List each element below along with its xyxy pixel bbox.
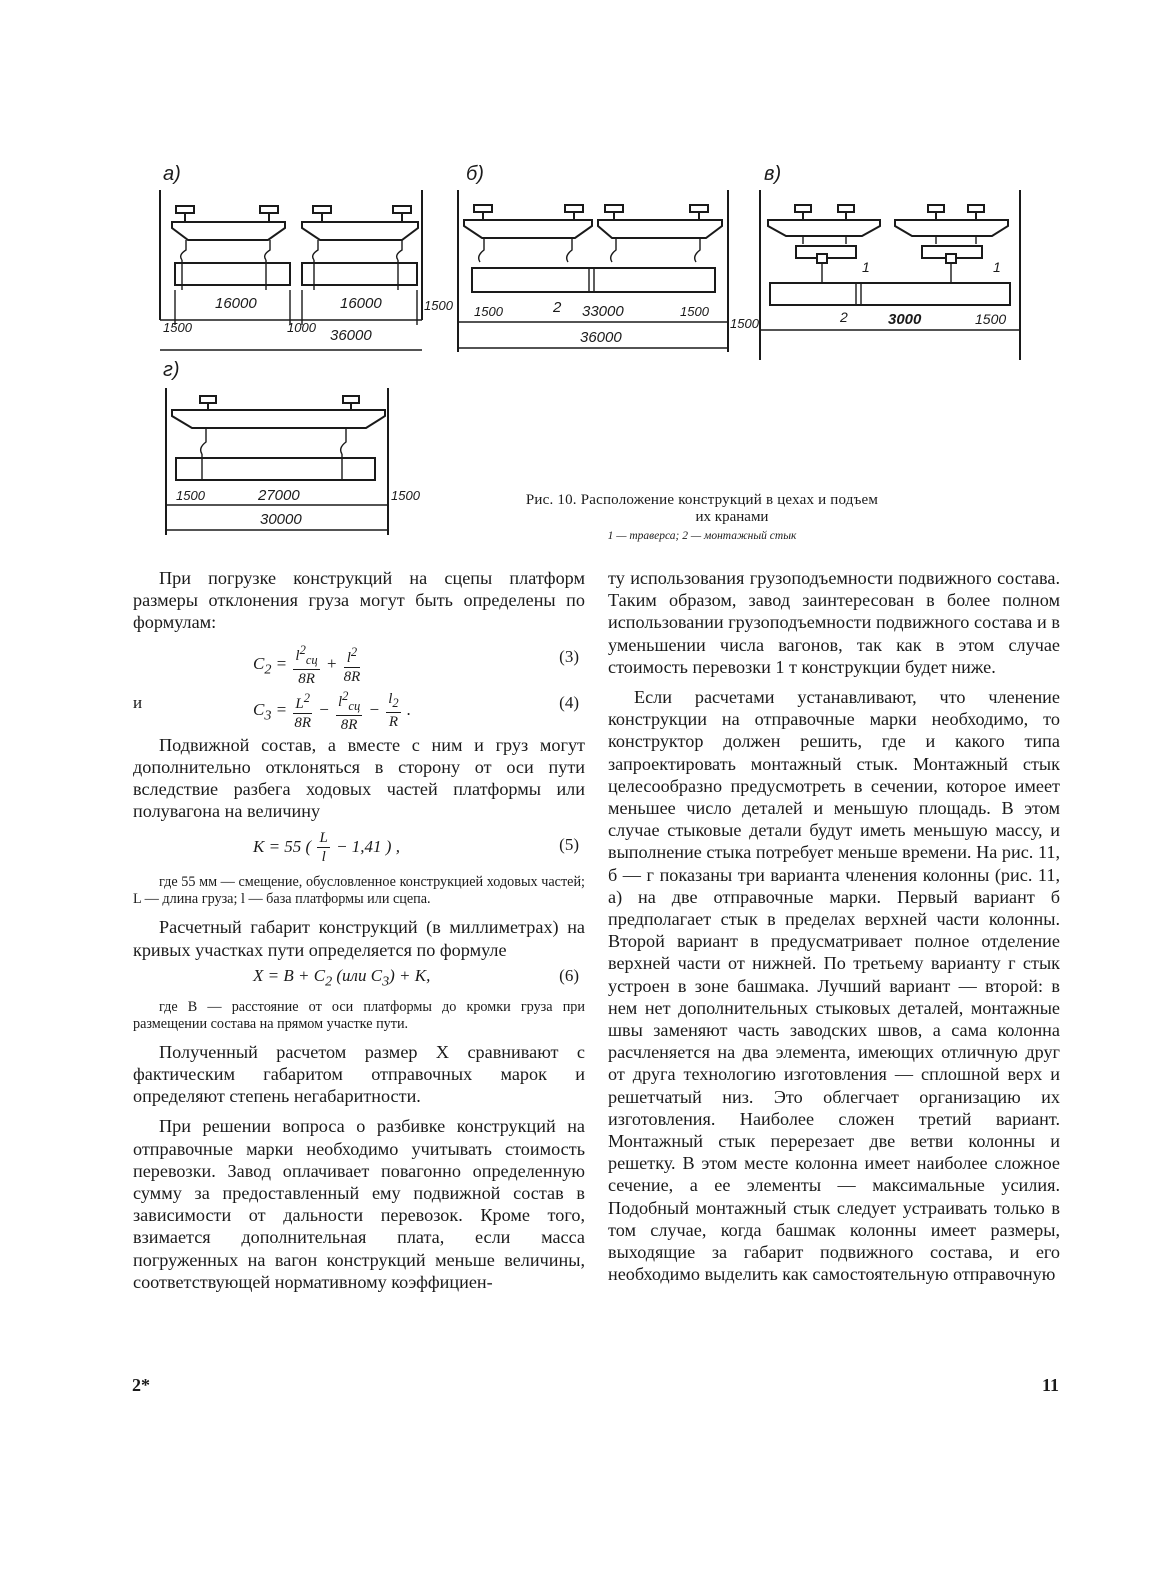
dim-g-2: 27000: [258, 487, 300, 504]
paragraph: Полученный расчетом размер X сравнивают с фактическим габаритом отправочных марок и определяют степень негабаритности.: [133, 1041, 585, 1107]
formula: $X = B + C_2$ (или $C_3) + K$,: [253, 965, 431, 990]
conjunction: и: [133, 692, 143, 712]
panel-b: [458, 163, 760, 352]
dim-a-1: 16000: [215, 295, 257, 312]
dim-g-4: 30000: [260, 511, 302, 528]
dim-a-3: 1500: [163, 320, 192, 335]
note: где B — расстояние от оси платформы до кромки груза при размещении состава на прямом участке пути.: [133, 998, 585, 1032]
dim-v-4: 3000: [888, 311, 922, 328]
paragraph: Расчетный габарит конструкций (в миллиметрах) на кривых участках пути определяется по формуле: [133, 917, 585, 960]
paragraph: ту использования грузоподъемности подвижного состава. Таким образом, завод заинтересован в более полном использовании грузоподъемности подвижного состава и в уменьшении числа вагонов, так как в этом случае стоимость перевозки 1 т конструкции будет ниже.: [608, 568, 1060, 677]
dim-a-2: 16000: [340, 295, 382, 312]
equation-number: (4): [559, 692, 579, 712]
formula: K = 55 ( $\frac{L}{l}$ − 1,41 ) ,: [253, 830, 400, 866]
formula: $C_3$ = $\frac{L^2}{8R}$ − $\frac{l^2_{сц}}{8R}$ − $\frac{l_2}{R}$ .: [253, 688, 412, 733]
figure-caption: [452, 492, 952, 542]
dim-b-6: 1500: [730, 316, 759, 331]
equation-number: (6): [559, 965, 579, 985]
panel-b-label: б): [466, 163, 484, 185]
page-number: 11: [1042, 1375, 1060, 1395]
page-signature: 2*: [132, 1375, 150, 1395]
left-column: [133, 567, 585, 1293]
note: где 55 мм — смещение, обусловленное конструкцией ходовых частей; L — длина груза; l — база платформы или сцепа.: [133, 874, 585, 908]
dim-a-6: 1500: [424, 298, 453, 313]
panel-g-label: г): [163, 359, 180, 381]
equation-number: (5): [559, 835, 579, 855]
equation-5: [133, 822, 585, 868]
caption-legend: 1 — траверса; 2 — монтажный стык: [607, 530, 797, 542]
paragraph: При погрузке конструкций на сцепы платформ размеры отклонения груза могут быть определены по формулам:: [133, 568, 585, 633]
dim-b-3: 33000: [582, 303, 624, 320]
dim-b-2: 2: [553, 299, 562, 316]
figure-10-diagram: [0, 0, 1163, 560]
dim-v-5: 1500: [975, 311, 1007, 327]
paragraph: При решении вопроса о разбивке конструкций на отправочные марки необходимо учитывать стоимость перевозки. Завод оплачивает повагонно определенную сумму за предоставленный ему подвижной состав в зависимости от дальности перевозок. Кроме того, взимается дополнительная плата, если масса погруженных на вагон конструкций меньше величины, соответствующей нормативному коэффициен-: [133, 1116, 585, 1292]
dim-v-2: 1: [993, 259, 1001, 275]
caption-line-2: их кранами: [695, 509, 769, 525]
dim-b-4: 1500: [680, 304, 709, 319]
dim-a-5: 36000: [330, 327, 372, 344]
panel-v-label: в): [764, 163, 782, 185]
paragraph: Подвижной состав, а вместе с ним и груз могут дополнительно отклоняться в сторону от оси пути вследствие разбега ходовых частей платформы или полувагона на величину: [133, 734, 585, 822]
panel-g: [163, 359, 421, 535]
dim-g-1: 1500: [176, 488, 205, 503]
dim-v-1: 1: [862, 259, 870, 275]
right-column: [608, 567, 1060, 1286]
panel-v: [760, 163, 1020, 360]
equation-6: [133, 961, 585, 993]
formula: $C_2$ = $\frac{l^2_{сц}}{8R}$ + $\frac{l^2}{8R}$: [253, 642, 361, 687]
dim-g-3: 1500: [391, 488, 420, 503]
panel-a-label: а): [163, 163, 181, 185]
dim-a-4: 1000: [287, 320, 316, 335]
dim-v-3: 2: [840, 309, 848, 325]
paragraph: Если расчетами устанавливают, что членение конструкции на отправочные марки необходимо, то конструктор должен решить, где и какого типа запроектировать монтажный стык. Монтажный стык целесообразно предусмотреть в сечении, которое имеет меньшее число деталей и меньшую площадь. В этом случае стыковые детали будут иметь меньшую массу, и выполнение стыка потребует меньше времени. На рис. 11, б — г показаны три варианта членения колонны (рис. 11, а) на две отправочные марки. Первый вариант б предполагает стык в пределах верхней части колонны. Второй вариант в предусматривает полное отделение верхней части от нижней. По третьему варианту г стык устроен в зоне башмака. Лучший вариант — второй: в нем нет дополнительных стыковых деталей, монтажные швы заменяют часть заводских швов, а сама колонна расчленяется на два элемента, имеющих отличную друг от друга технологию изготовления — сплошной верх и решетчатый низ. Это облегчает организацию их изготовления. Наиболее сложен третий вариант. Монтажный стык перерезает две ветви колонны и решетку. В этом месте колонна имеет наиболее сложное сечение, а ее элементы — максимальные усилия. Подобный монтажный стык следует устраивать только в том случае, когда башмак колонны имеет размеры, выходящие за габарит подвижного состава, и его необходимо выделить как самостоятельную отправочную: [608, 687, 1060, 1285]
panel-a: [160, 163, 454, 350]
dim-b-5: 36000: [580, 329, 622, 346]
caption-line-1: Рис. 10. Расположение конструкций в цехах и подъем: [525, 492, 879, 508]
dim-b-1: 1500: [474, 304, 503, 319]
equation-number: (3): [559, 646, 579, 666]
equation-3: [133, 634, 585, 687]
equation-4: [133, 680, 585, 733]
